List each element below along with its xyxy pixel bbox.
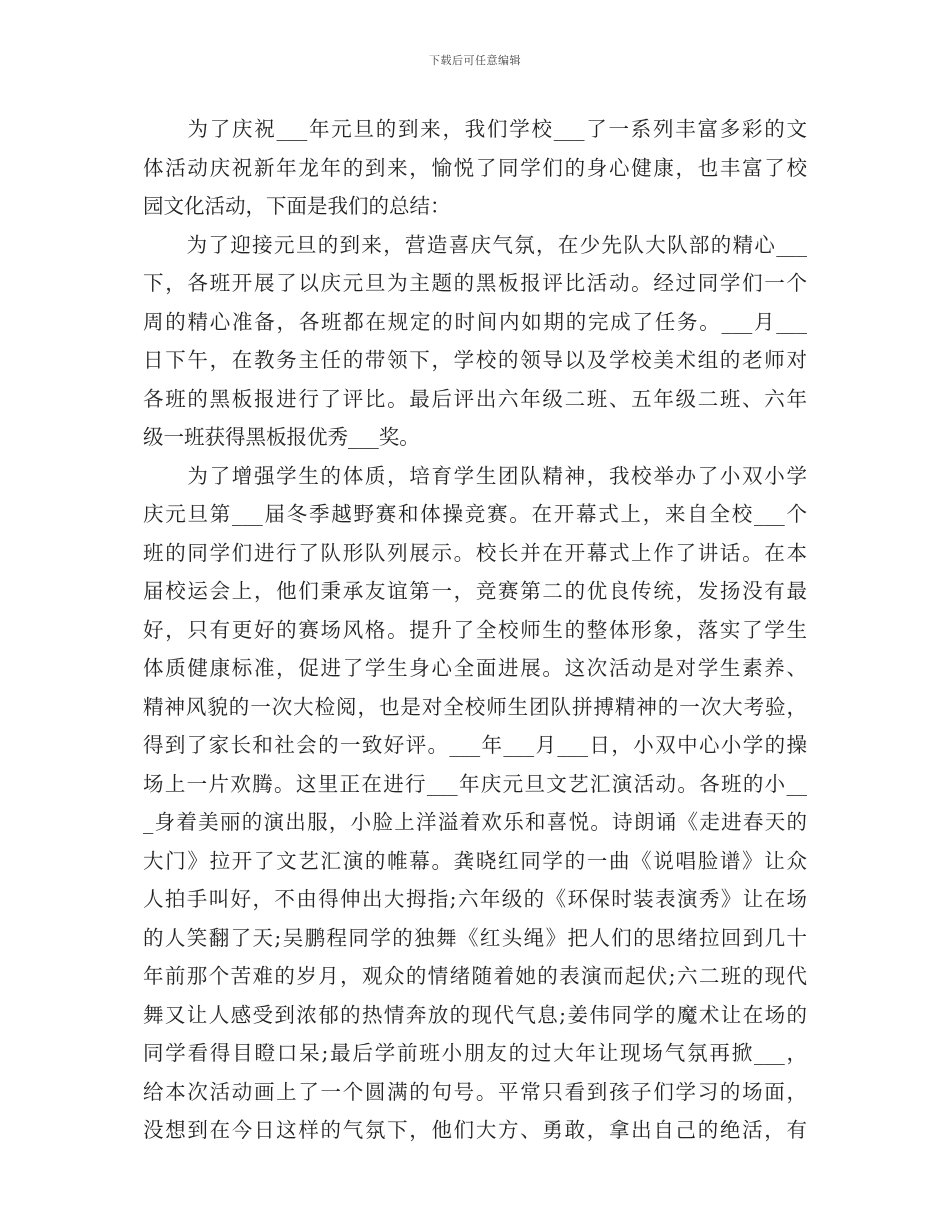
text-line: 级一班获得黑板报优秀___奖。 bbox=[143, 425, 420, 449]
text-line: 舞又让人感受到浓郁的热情奔放的现代气息;姜伟同学的魔术让在场的 bbox=[143, 1002, 807, 1027]
text-line: 得到了家长和社会的一致好评。___年___月___日，小双中心小学的操 bbox=[143, 733, 807, 757]
text-line: 体活动庆祝新年龙年的到来，愉悦了同学们的身心健康，也丰富了校 bbox=[143, 155, 807, 180]
text-line: 没想到在今日这样的气氛下，他们大方、勇敢，拿出自己的绝活，有 bbox=[143, 1118, 807, 1142]
text-line: 为了庆祝___年元旦的到来，我们学校___了一系列丰富多彩的文 bbox=[143, 117, 807, 141]
text-line: 好，只有更好的赛场风格。提升了全校师生的整体形象，落实了学生 bbox=[143, 617, 807, 642]
page-header: 下载后可任意编辑 bbox=[429, 54, 521, 67]
text-line: 为了增强学生的体质，培育学生团队精神，我校举办了小双小学 bbox=[143, 463, 807, 488]
text-line: _身着美丽的演出服，小脸上洋溢着欢乐和喜悦。诗朗诵《走进春天的 bbox=[143, 810, 807, 834]
text-line: 给本次活动画上了一个圆满的句号。平常只看到孩子们学习的场面， bbox=[143, 1079, 807, 1104]
text-line: 精神风貌的一次大检阅，也是对全校师生团队拼搏精神的一次大考验， bbox=[143, 694, 807, 719]
text-line: 各班的黑板报进行了评比。最后评出六年级二班、五年级二班、六年 bbox=[143, 386, 807, 411]
text-line: 人拍手叫好，不由得伸出大拇指;六年级的《环保时装表演秀》让在场 bbox=[143, 887, 807, 911]
document-body bbox=[143, 110, 807, 1150]
text-line: 周的精心准备，各班都在规定的时间内如期的完成了任务。___月___ bbox=[143, 309, 807, 334]
text-line: 届校运会上，他们秉承友谊第一，竞赛第二的优良传统，发扬没有最 bbox=[143, 579, 807, 603]
text-line: 园文化活动，下面是我们的总结： bbox=[143, 194, 451, 218]
text-line: 场上一片欢腾。这里正在进行___年庆元旦文艺汇演活动。各班的小__ bbox=[143, 771, 807, 796]
text-line: 同学看得目瞪口呆;最后学前班小朋友的过大年让现场气氛再掀___， bbox=[143, 1041, 807, 1065]
text-line: 为了迎接元旦的到来，营造喜庆气氛，在少先队大队部的精心___ bbox=[143, 232, 807, 257]
text-line: 下，各班开展了以庆元旦为主题的黑板报评比活动。经过同学们一个 bbox=[143, 271, 807, 295]
text-line: 体质健康标准，促进了学生身心全面进展。这次活动是对学生素养、 bbox=[143, 656, 807, 680]
text-line: 庆元旦第___届冬季越野赛和体操竞赛。在开幕式上，来自全校___个 bbox=[143, 502, 807, 526]
text-line: 的人笑翻了天;吴鹏程同学的独舞《红头绳》把人们的思绪拉回到几十 bbox=[143, 925, 807, 950]
text-line: 日下午，在教务主任的带领下，学校的领导以及学校美术组的老师对 bbox=[143, 348, 807, 372]
text-line: 班的同学们进行了队形队列展示。校长并在开幕式上作了讲话。在本 bbox=[143, 540, 807, 565]
text-line: 大门》拉开了文艺汇演的帷幕。龚晓红同学的一曲《说唱脸谱》让众 bbox=[143, 848, 807, 873]
text-line: 年前那个苦难的岁月，观众的情绪随着她的表演而起伏;六二班的现代 bbox=[143, 964, 807, 988]
